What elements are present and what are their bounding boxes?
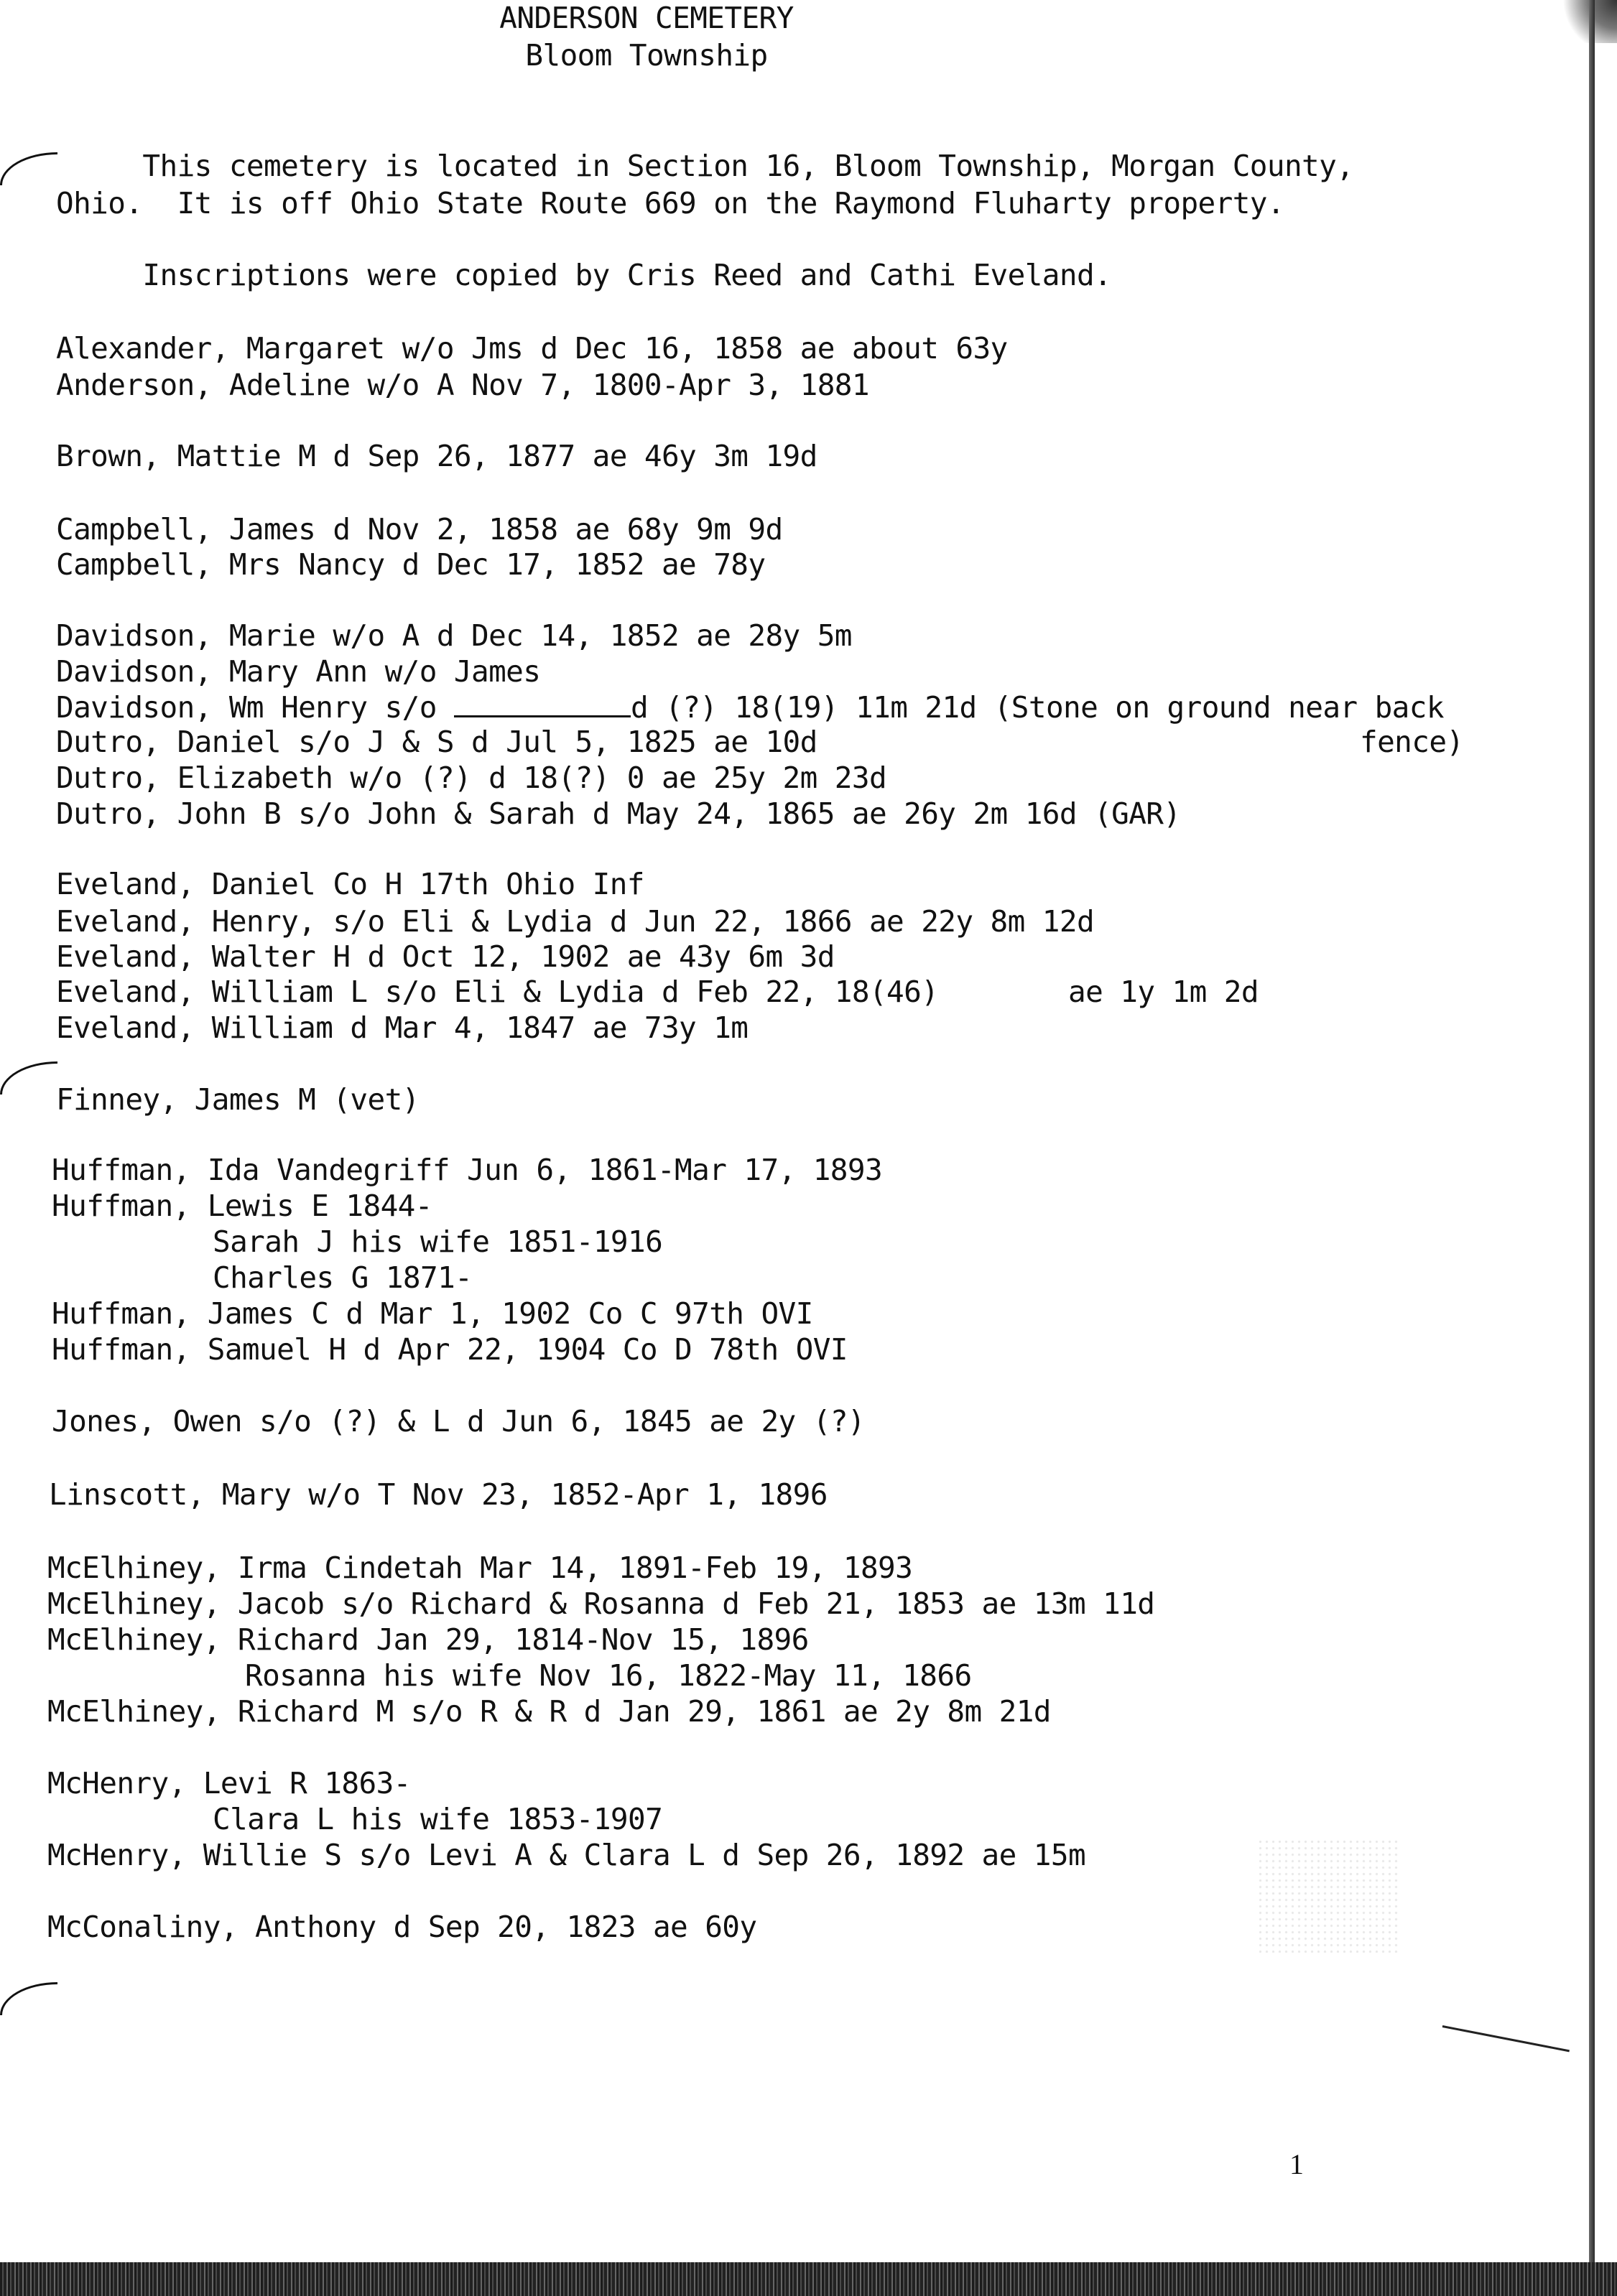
entry-line: Huffman, James C d Mar 1, 1902 Co C 97th OVI <box>52 1296 813 1331</box>
entry-line: Huffman, Samuel H d Apr 22, 1904 Co D 78th OVI <box>52 1332 848 1367</box>
entry-line: McElhiney, Jacob s/o Richard & Rosanna d Feb 21, 1853 ae 13m 11d <box>47 1586 1155 1621</box>
entry-line: Eveland, Walter H d Oct 12, 1902 ae 43y 6m 3d <box>56 939 835 974</box>
entry-name: Davidson, Wm Henry s/o <box>56 690 437 725</box>
entry-line: Jones, Owen s/o (?) & L d Jun 6, 1845 ae 2y (?) <box>52 1404 865 1439</box>
scan-bottom-edge <box>0 2262 1617 2296</box>
scan-corner-shadow <box>1560 0 1617 43</box>
entry-line: McElhiney, Richard M s/o R & R d Jan 29, 1861 ae 2y 8m 21d <box>47 1694 1051 1729</box>
entry-line: Anderson, Adeline w/o A Nov 7, 1800-Apr 3, 1881 <box>56 368 869 402</box>
entry-line <box>56 689 1444 725</box>
entry-line: Campbell, James d Nov 2, 1858 ae 68y 9m 9d <box>56 512 783 547</box>
intro-line: Ohio. It is off Ohio State Route 669 on the Raymond Fluharty property. <box>56 186 1284 220</box>
entry-detail: d (?) 18(19) 11m 21d (Stone on ground near back <box>630 690 1444 725</box>
entry-line: Alexander, Margaret w/o Jms d Dec 16, 1858 ae about 63y <box>56 331 1008 366</box>
entry-line: Finney, James M (vet) <box>56 1082 420 1117</box>
entry-continuation: ae 1y 1m 2d <box>1068 975 1259 1009</box>
entry-line: McHenry, Levi R 1863- <box>47 1766 411 1800</box>
scan-right-edge <box>1589 0 1595 2262</box>
stray-mark <box>1442 2025 1570 2052</box>
copied-by-line: Inscriptions were copied by Cris Reed and Cathi Eveland. <box>56 258 1112 292</box>
entry-line: Eveland, Daniel Co H 17th Ohio Inf <box>56 867 644 901</box>
entry-continuation: Sarah J his wife 1851-1916 <box>213 1224 663 1259</box>
entry-line: Davidson, Marie w/o A d Dec 14, 1852 ae 28y 5m <box>56 618 852 653</box>
entry-line: Eveland, Henry, s/o Eli & Lydia d Jun 22, 1866 ae 22y 8m 12d <box>56 904 1095 939</box>
entry-line: Eveland, William L s/o Eli & Lydia d Feb 22, 18(46) <box>56 975 939 1009</box>
page-number: 1 <box>1289 2148 1304 2180</box>
entry-continuation: Rosanna his wife Nov 16, 1822-May 11, 1866 <box>245 1658 972 1693</box>
entry-line: Dutro, John B s/o John & Sarah d May 24, 1865 ae 26y 2m 16d (GAR) <box>56 796 1181 831</box>
entry-continuation: fence) <box>1360 725 1464 759</box>
entry-line: Dutro, Elizabeth w/o (?) d 18(?) 0 ae 25y 2m 23d <box>56 761 887 795</box>
punch-hole-mark <box>0 1982 57 2015</box>
entry-continuation: Charles G 1871- <box>213 1260 473 1295</box>
entry-line: Linscott, Mary w/o T Nov 23, 1852-Apr 1, 1896 <box>49 1477 828 1512</box>
entry-line: McConaliny, Anthony d Sep 20, 1823 ae 60y <box>47 1910 757 1944</box>
entry-line: McElhiney, Richard Jan 29, 1814-Nov 15, 1896 <box>47 1622 809 1657</box>
entry-continuation: Clara L his wife 1853-1907 <box>213 1802 663 1836</box>
entry-line: Campbell, Mrs Nancy d Dec 17, 1852 ae 78y <box>56 547 766 582</box>
entry-line: Huffman, Ida Vandegriff Jun 6, 1861-Mar 17, 1893 <box>52 1153 883 1187</box>
entry-line: Huffman, Lewis E 1844- <box>52 1189 432 1223</box>
page-subtitle: Bloom Township <box>525 38 768 73</box>
scan-noise <box>1257 1839 1401 1953</box>
entry-line: Dutro, Daniel s/o J & S d Jul 5, 1825 ae 10d <box>56 725 817 759</box>
intro-line: This cemetery is located in Section 16, Bloom Township, Morgan County, <box>56 149 1354 183</box>
entry-line: Brown, Mattie M d Sep 26, 1877 ae 46y 3m 19d <box>56 439 817 473</box>
blank-field <box>454 694 631 717</box>
entry-line: Eveland, William d Mar 4, 1847 ae 73y 1m <box>56 1010 749 1045</box>
entry-line: McElhiney, Irma Cindetah Mar 14, 1891-Feb 19, 1893 <box>47 1551 913 1585</box>
punch-hole-mark <box>0 152 57 185</box>
entry-line: Davidson, Mary Ann w/o James <box>56 654 541 689</box>
punch-hole-mark <box>0 1061 57 1094</box>
entry-line: McHenry, Willie S s/o Levi A & Clara L d Sep 26, 1892 ae 15m <box>47 1838 1086 1872</box>
page-title: ANDERSON CEMETERY <box>499 1 794 35</box>
